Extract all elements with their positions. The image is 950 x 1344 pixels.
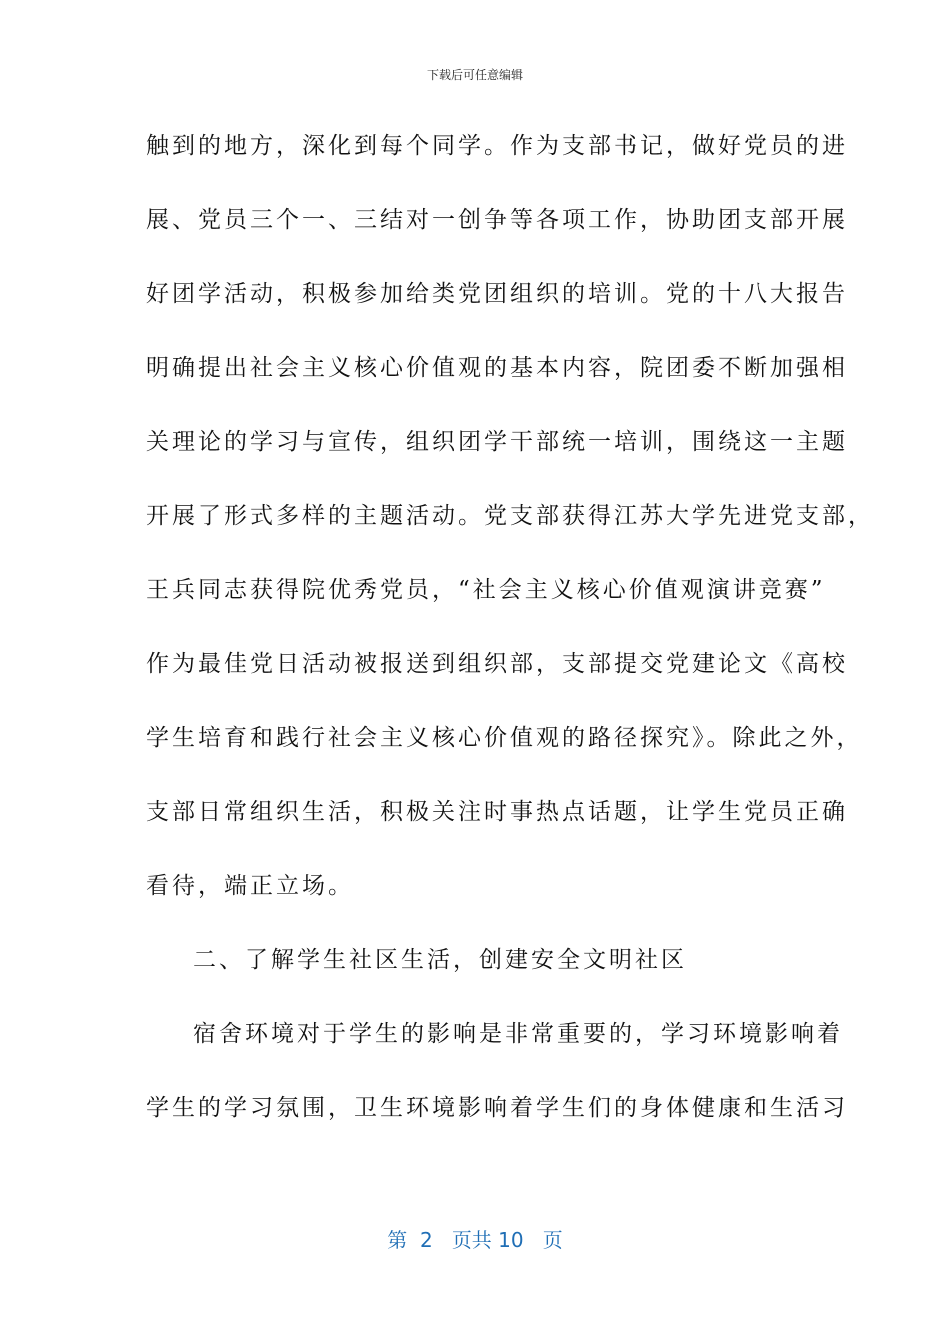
total-pages-number: 10 (498, 1228, 524, 1252)
paragraph-line: 关理论的学习与宣传，组织团学干部统一培训，围绕这一主题 (146, 429, 848, 455)
paragraph-line: 明确提出社会主义核心价值观的基本内容，院团委不断加强相 (146, 355, 848, 381)
paragraph-line: 学生的学习氛围，卫生环境影响着学生们的身体健康和生活习 (146, 1095, 848, 1121)
paragraph-line: 作为最佳党日活动被报送到组织部，支部提交党建论文《高校 (146, 651, 848, 677)
document-body (146, 124, 874, 1160)
paragraph-line: 宿舍环境对于学生的影响是非常重要的，学习环境影响着 (193, 1021, 843, 1047)
current-page-number: 2 (420, 1228, 433, 1252)
section-heading: 二、了解学生社区生活，创建安全文明社区 (193, 947, 687, 973)
paragraph-line: 看待，端正立场。 (146, 873, 354, 899)
paragraph-line: 开展了形式多样的主题活动。党支部获得江苏大学先进党支部， (146, 503, 874, 529)
page-label-suffix: 页 (542, 1228, 563, 1252)
page-number-footer (0, 1224, 950, 1253)
page-label-mid: 页共 (451, 1228, 492, 1252)
paragraph-line: 触到的地方，深化到每个同学。作为支部书记，做好党员的进 (146, 133, 848, 159)
page-header: 下载后可任意编辑 (426, 68, 523, 82)
paragraph-line: 学生培育和践行社会主义核心价值观的路径探究》。除此之外， (146, 725, 863, 751)
paragraph-line: 支部日常组织生活，积极关注时事热点话题，让学生党员正确 (146, 799, 848, 825)
paragraph-line: 王兵同志获得院优秀党员，“社会主义核心价值观演讲竞赛” (146, 577, 826, 603)
paragraph-line: 好团学活动，积极参加给类党团组织的培训。党的十八大报告 (146, 281, 848, 307)
paragraph-line: 展、党员三个一、三结对一创争等各项工作，协助团支部开展 (146, 207, 848, 233)
page-label-prefix: 第 (387, 1228, 408, 1252)
